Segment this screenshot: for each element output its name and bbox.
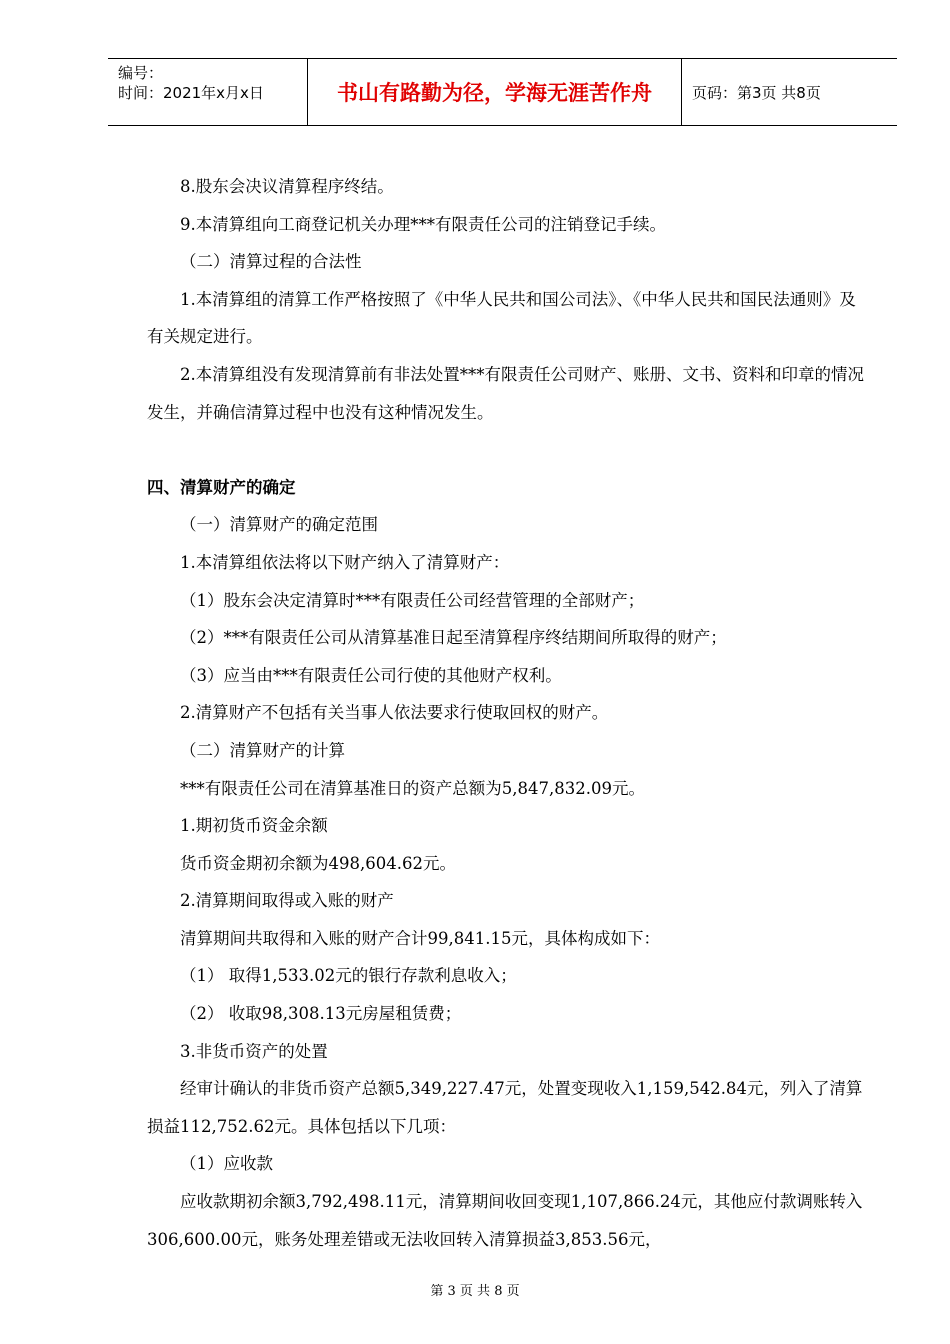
paragraph: 9.本清算组向工商登记机关办理***有限责任公司的注销登记手续。 — [180, 214, 666, 234]
header-page-number: 页码：第3页 共8页 — [692, 83, 821, 102]
paragraph: 1.本清算组的清算工作严格按照了《中华人民共和国公司法》、《中华人民共和国民法通则》及有关规定进行。 — [147, 289, 856, 347]
paragraph: 货币资金期初余额为498,604.62元。 — [180, 853, 456, 873]
page-footer: 第 3 页 共 8 页 — [430, 1284, 520, 1299]
paragraph: （2）***有限责任公司从清算基准日起至清算程序终结期间所取得的财产； — [180, 628, 727, 648]
section-heading: 四、清算财产的确定 — [147, 477, 296, 497]
paragraph: 1.期初货币资金余额 — [180, 816, 328, 836]
paragraph: 3.非货币资产的处置 — [180, 1041, 328, 1061]
paragraph: （1） 取得1,533.02元的银行存款利息收入； — [180, 966, 517, 986]
paragraph: 经审计确认的非货币资产总额5,349,227.47元，处置变现收入1,159,542.84元，列入了清算损益112,752.62元。具体包括以下几项： — [147, 1079, 863, 1136]
paragraph: （一）清算财产的确定范围 — [180, 515, 378, 535]
paragraph: （2） 收取98,308.13元房屋租赁费； — [180, 1004, 462, 1024]
paragraph: （1）股东会决定清算时***有限责任公司经营管理的全部财产； — [180, 590, 645, 610]
paragraph: （3）应当由***有限责任公司行使的其他财产权利。 — [180, 665, 562, 685]
paragraph: 2.清算期间取得或入账的财产 — [180, 891, 394, 911]
header-motto: 书山有路勤为径，学海无涯苦作舟 — [308, 59, 682, 125]
paragraph: 8.股东会决议清算程序终结。 — [180, 177, 394, 196]
paragraph: 应收款期初余额3,792,498.11元，清算期间收回变现1,107,866.24元，其他应付款调账转入306,600.00元，账务处理差错或无法收回转入清算损益3,853.56元， — [147, 1192, 863, 1249]
paragraph: （二）清算财产的计算 — [180, 740, 345, 760]
paragraph: 2.本清算组没有发现清算前有非法处置***有限责任公司财产、账册、文书、资料和印章的情况发生，并确信清算过程中也没有这种情况发生。 — [147, 364, 864, 422]
paragraph: 1.本清算组依法将以下财产纳入了清算财产： — [180, 552, 510, 572]
blank-line — [147, 431, 867, 469]
header-meta — [108, 59, 308, 125]
document-number-label: 编号： — [118, 64, 164, 82]
paragraph: 清算期间共取得和入账的财产合计99,841.15元，具体构成如下： — [180, 928, 660, 948]
document-body — [147, 168, 867, 1258]
document-time-label: 时间：2021年x月x日 — [118, 84, 264, 102]
paragraph: 2.清算财产不包括有关当事人依法要求行使取回权的财产。 — [180, 703, 609, 723]
paragraph: （1）应收款 — [180, 1154, 273, 1174]
paragraph: ***有限责任公司在清算基准日的资产总额为5,847,832.09元。 — [180, 778, 645, 798]
page-header — [108, 58, 897, 126]
paragraph: （二）清算过程的合法性 — [180, 252, 362, 272]
